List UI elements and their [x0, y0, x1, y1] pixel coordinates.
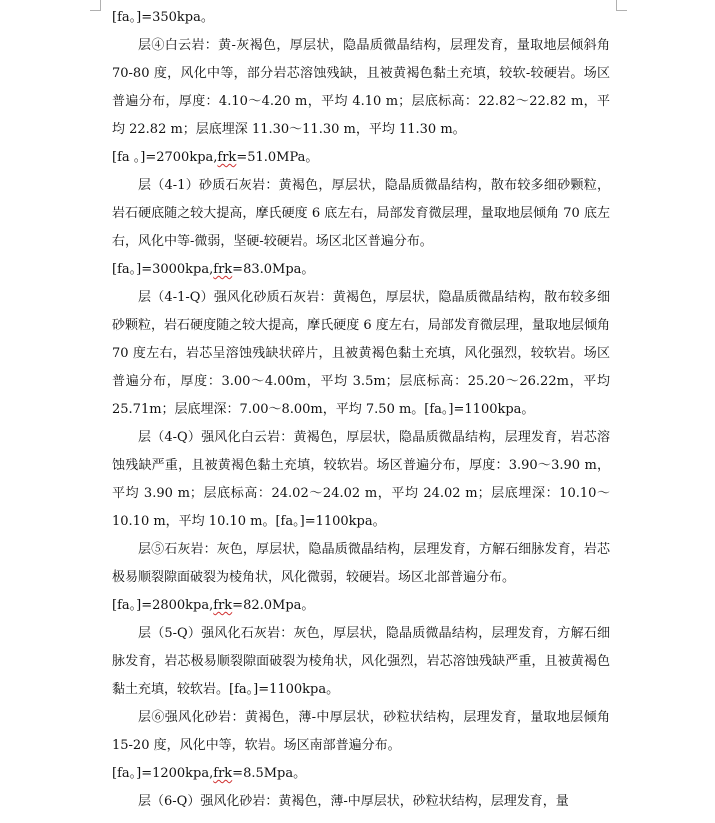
- paragraph-layer-4-q: 层（4-Q）强风化白云岩：黄褐色，厚层状，隐晶质微晶结构，层理发育，岩芯溶蚀残缺严重，且被黄褐色黏土充填，较软岩。场区普遍分布，厚度：3.90～3.90 m，平均 3.90 m；层底标高：24.02～24.02 m，平均 24.02 m；层底埋深：10.10～10.10 m，平均 10.10 m。[fa。]=1100kpa。: [112, 430, 610, 529]
- document-body[interactable]: [112, 4, 610, 816]
- paragraph-bearing-capacity-4: [fa 。]=2700kpa,frk=51.0MPa。: [112, 150, 319, 165]
- paragraph-layer-4-1-q: 层（4-1-Q）强风化砂质石灰岩：黄褐色，厚层状，隐晶质微晶结构，散布较多细砂颗粒，岩石硬度随之较大提高，摩氏硬度 6 度左右，局部发育微层理，量取地层倾角 70 度左右，岩芯呈溶蚀残缺状碎片，且被黄褐色黏土充填，风化强烈，较软岩。场区普遍分布，厚度：3.00～4.00m，平均 3.5m；层底标高：25.20～26.22m，平均 25.71m；层底埋深：7.00～8.00m，平均 7.50 m。[fa。]=1100kpa。: [112, 290, 610, 417]
- paragraph-layer-4-1-sandy-limestone: 层（4-1）砂质石灰岩：黄褐色，厚层状，隐晶质微晶结构，散布较多细砂颗粒，岩石硬底随之较大提高，摩氏硬度 6 底左右，局部发育微层理，量取地层倾角 70 底左右，风化中等-微弱，坚硬-较硬岩。场区北区普遍分布。: [112, 178, 610, 249]
- paragraph-bearing-capacity-5: [fa。]=2800kpa,frk=82.0Mpa。: [112, 598, 315, 613]
- paragraph-layer-5-q: 层（5-Q）强风化石灰岩：灰色，厚层状，隐晶质微晶结构，层理发育，方解石细脉发育，岩芯极易顺裂隙面破裂为棱角状，风化强烈，岩芯溶蚀残缺严重，且被黄褐色黏土充填，较软岩。[fa。]=1100kpa。: [112, 626, 610, 697]
- spellcheck-underline: frk: [213, 262, 233, 277]
- spellcheck-underline: frk: [217, 150, 237, 165]
- paragraph-layer-4-dolomite: 层④白云岩：黄-灰褐色，厚层状，隐晶质微晶结构，层理发育，量取地层倾斜角 70-80 度，风化中等，部分岩芯溶蚀残缺，且被黄褐色黏土充填，较软-较硬岩。场区普遍分布，厚度：4.10～4.20 m，平均 4.10 m；层底标高：22.82～22.82 m，平均 22.82 m；层底埋深 11.30～11.30 m，平均 11.30 m。: [112, 38, 610, 137]
- paragraph-layer-6-sandstone: 层⑥强风化砂岩：黄褐色，薄-中厚层状，砂粒状结构，层理发育，量取地层倾角 15-20 度，风化中等，软岩。场区南部普遍分布。: [112, 710, 610, 753]
- page-corner-mark-left: [90, 0, 101, 11]
- paragraph-bearing-capacity-6: [fa。]=1200kpa,frk=8.5Mpa。: [112, 766, 307, 781]
- paragraph-layer-6-q: 层（6-Q）强风化砂岩：黄褐色，薄-中厚层状，砂粒状结构，层理发育，量: [138, 794, 569, 809]
- page-corner-mark-right: [616, 0, 627, 11]
- spellcheck-underline: frk: [213, 598, 233, 613]
- paragraph-bearing-capacity-4-1: [fa。]=3000kpa,frk=83.0Mpa。: [112, 262, 315, 277]
- paragraph-bearing-capacity-3: [fa。]=350kpa。: [112, 10, 214, 25]
- spellcheck-underline: frk: [213, 766, 233, 781]
- paragraph-layer-5-limestone: 层⑤石灰岩：灰色，厚层状，隐晶质微晶结构，层理发育，方解石细脉发育，岩芯极易顺裂隙面破裂为棱角状，风化微弱，较硬岩。场区北部普遍分布。: [112, 542, 610, 585]
